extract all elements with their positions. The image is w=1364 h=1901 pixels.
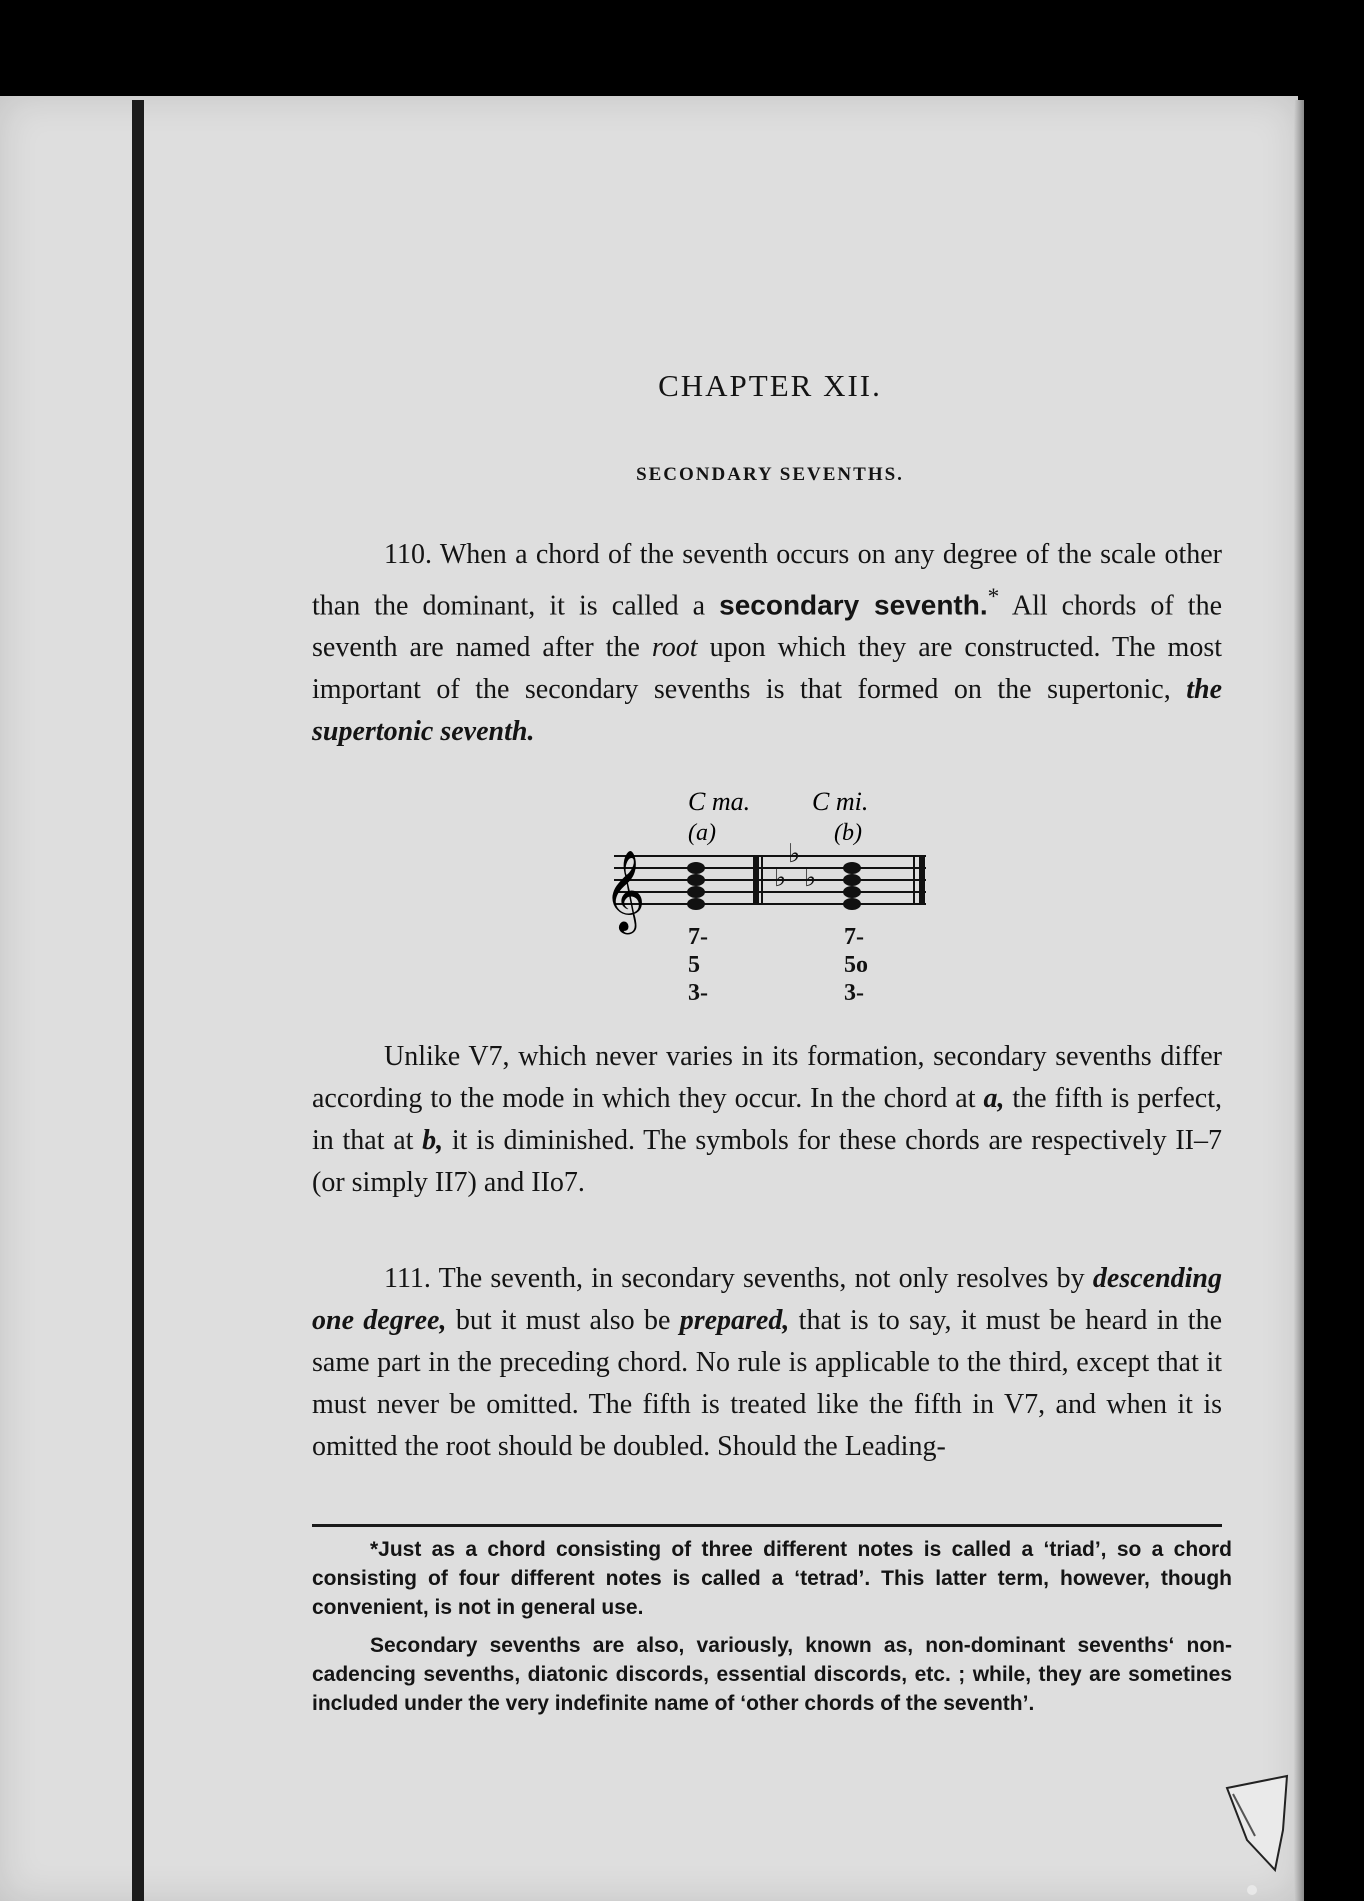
term-root: root (651, 632, 698, 664)
svg-text:3-: 3- (688, 980, 708, 1006)
chord-a (687, 862, 705, 910)
paragraph-text: that is to say, it must be heard in the same part in the preceding chord. No rule is applicable to the third, except that it must never be omitted. The fifth is treated like the fifth in V7, and when it is omitted the root should be doubled. Should the Leading- (312, 1305, 1223, 1462)
svg-text:♭: ♭ (788, 839, 801, 868)
footnotes (312, 1535, 1232, 1727)
mark-b: (b) (834, 820, 862, 846)
mark-a: (a) (688, 820, 716, 846)
paragraph-111 (312, 1258, 1222, 1468)
term-prepared: prepared, (679, 1305, 790, 1336)
paragraph-text: the fifth is perfect, in that at (312, 1083, 1223, 1156)
paragraph-text: The seventh, in secondary sevenths, not only resolves by (438, 1263, 1085, 1294)
svg-text:5: 5 (688, 952, 700, 978)
footnote-mark: * (987, 584, 1000, 610)
paragraph-text: All chords of the seventh are named after the (312, 590, 1222, 664)
scan-speck (1247, 1885, 1257, 1895)
svg-text:7-: 7- (844, 924, 864, 950)
label-c-major: C ma. (688, 787, 751, 816)
svg-text:3-: 3- (844, 980, 864, 1006)
paragraph-110 (312, 534, 1222, 753)
svg-text:♭: ♭ (804, 863, 817, 892)
term-secondary-seventh: secondary seventh. (719, 589, 988, 621)
paragraph-text: but it must also be (455, 1305, 671, 1336)
staff (614, 856, 926, 904)
ref-b: b, (422, 1125, 444, 1156)
svg-text:5o: 5o (844, 952, 868, 978)
paragraph-text: it is diminished. The symbols for these chords are respectively II–7 (or simply II7) and IIo7. (312, 1125, 1222, 1198)
footnote-2: Secondary sevenths are also, variously, known as, non-dominant sevenths‘ non-cadencing sevenths, diatonic discords, essential discords, etc. ; while, they are sometines included under the very indefinite name of ‘other chords of the seventh’. (312, 1634, 1232, 1715)
footnote-1: *Just as a chord consisting of three different notes is called a ‘triad’, so a chord consisting of four different notes is called a ‘tetrad’. This latter term, however, though convenient, is not in general use. (312, 1538, 1232, 1619)
figured-bass-b (844, 924, 868, 1006)
svg-text:7-: 7- (688, 924, 708, 950)
paragraph-text: Unlike V7, which never varies in its formation, secondary sevenths differ according to the mode in which they occur. In the chord at (312, 1041, 1222, 1114)
paragraph-number: 110. (384, 539, 432, 570)
term-descending: descending one degree, (312, 1263, 1222, 1336)
paragraph-text: upon which they are constructed. The most important of the secondary sevenths is that formed on the supertonic, (312, 632, 1222, 706)
paragraph-number: 111. (384, 1263, 431, 1294)
term-supertonic-seventh: the supertonic seventh. (312, 674, 1223, 748)
ref-a: a, (983, 1083, 1005, 1114)
footnote-rule (312, 1524, 1222, 1527)
page-curl-icon (1225, 1770, 1305, 1880)
chord-b (843, 862, 861, 910)
paragraph-text: When a chord of the seventh occurs on any degree of the scale other than the dominant, it is called a (312, 539, 1222, 622)
treble-clef-icon: 𝄞 (604, 853, 646, 930)
music-example (596, 782, 1016, 1027)
chapter-title: CHAPTER XII. (658, 368, 882, 403)
flat-signs-icon (774, 839, 816, 892)
section-title: SECONDARY SEVENTHS. (636, 464, 904, 485)
svg-text:♭: ♭ (774, 863, 787, 892)
figured-bass-a (688, 924, 708, 1006)
paragraph-unlike (312, 1036, 1222, 1204)
label-c-minor: C mi. (812, 787, 869, 816)
